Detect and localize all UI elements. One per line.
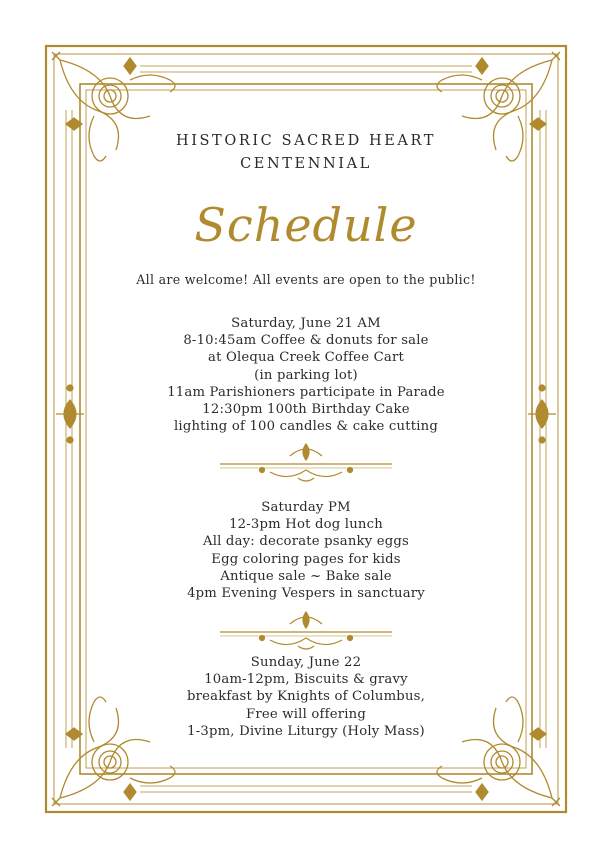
schedule-line: Free will offering [246, 706, 366, 722]
schedule-line: Antique sale ~ Bake sale [220, 568, 392, 584]
schedule-section-sunday [0, 654, 612, 740]
schedule-line: 12-3pm Hot dog lunch [229, 517, 383, 533]
event-title-line2: CENTENNIAL [240, 156, 372, 172]
section-heading: Sunday, June 22 [250, 655, 362, 670]
schedule-line: 1-3pm, Divine Liturgy (Holy Mass) [187, 723, 425, 739]
schedule-section-saturday-pm [0, 499, 612, 602]
schedule-line: (in parking lot) [254, 367, 358, 383]
schedule-line: Egg coloring pages for kids [211, 551, 401, 567]
schedule-line: at Olequa Creek Coffee Cart [208, 350, 404, 366]
event-title-line1: HISTORIC SACRED HEART [175, 133, 437, 149]
schedule-line: 12:30pm 100th Birthday Cake [202, 402, 410, 418]
section-heading: Saturday PM [261, 500, 351, 515]
welcome-text: All are welcome! All events are open to the public! [136, 272, 476, 287]
schedule-line: 11am Parishioners participate in Parade [167, 384, 445, 400]
schedule-heading: Schedule [194, 198, 418, 252]
schedule-line: 4pm Evening Vespers in sanctuary [187, 586, 425, 602]
schedule-section-saturday-am [0, 315, 612, 435]
schedule-line: 8-10:45am Coffee & donuts for sale [183, 333, 429, 349]
section-heading: Saturday, June 21 AM [231, 316, 381, 331]
schedule-line: lighting of 100 candles & cake cutting [174, 419, 438, 435]
schedule-line: breakfast by Knights of Columbus, [187, 689, 425, 705]
schedule-line: 10am-12pm, Biscuits & gravy [204, 672, 408, 688]
schedule-line: All day: decorate psanky eggs [202, 534, 410, 550]
